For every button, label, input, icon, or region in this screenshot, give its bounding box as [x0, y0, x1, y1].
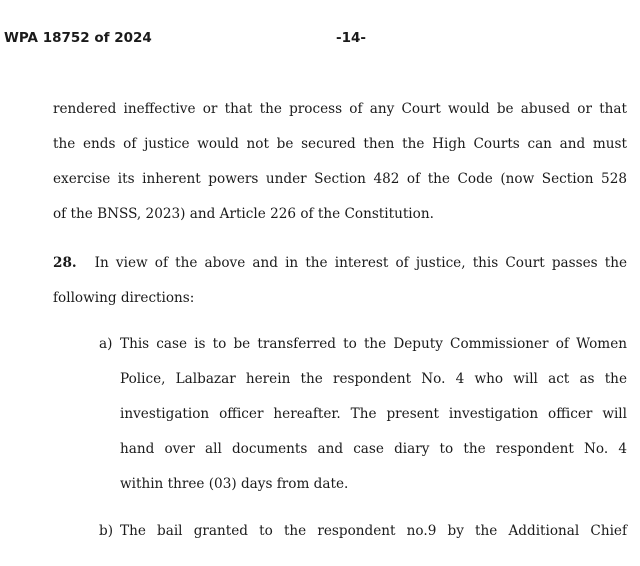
page-header: [4, 30, 640, 50]
case-number: WPA 18752 of 2024: [4, 30, 152, 46]
direction-item-a: [99, 327, 627, 502]
text-line: rendered ineffective or that the process of any Court would be abused or that: [53, 101, 627, 117]
text-line: hand over all documents and case diary to the respondent No. 4: [120, 441, 627, 457]
text-line: Police, Lalbazar herein the respondent No. 4 who will act as the: [120, 371, 627, 387]
paragraph-continued: [53, 92, 627, 232]
text-line: exercise its inherent powers under Section 482 of the Code (now Section 528: [53, 171, 627, 187]
text-line: following directions:: [53, 290, 195, 306]
item-marker: a): [99, 336, 113, 352]
direction-item-b: [99, 514, 627, 549]
paragraph-28-line-1: In view of the above and in the interest of justice, this Court passes the: [94, 255, 627, 271]
paragraph-28: [53, 246, 627, 316]
text-line: of the BNSS, 2023) and Article 226 of the Constitution.: [53, 206, 434, 222]
item-marker: b): [99, 523, 114, 539]
page-number: -14-: [336, 30, 366, 46]
text-line: This case is to be transferred to the Deputy Commissioner of Women: [120, 336, 627, 352]
text-line: the ends of justice would not be secured then the High Courts can and must: [53, 136, 627, 152]
text-line: [53, 246, 627, 281]
text-line: The bail granted to the respondent no.9 by the Additional Chief: [120, 523, 627, 539]
paragraph-number: 28.: [53, 255, 77, 271]
text-line: within three (03) days from date.: [120, 476, 349, 492]
text-line: investigation officer hereafter. The present investigation officer will: [120, 406, 627, 422]
